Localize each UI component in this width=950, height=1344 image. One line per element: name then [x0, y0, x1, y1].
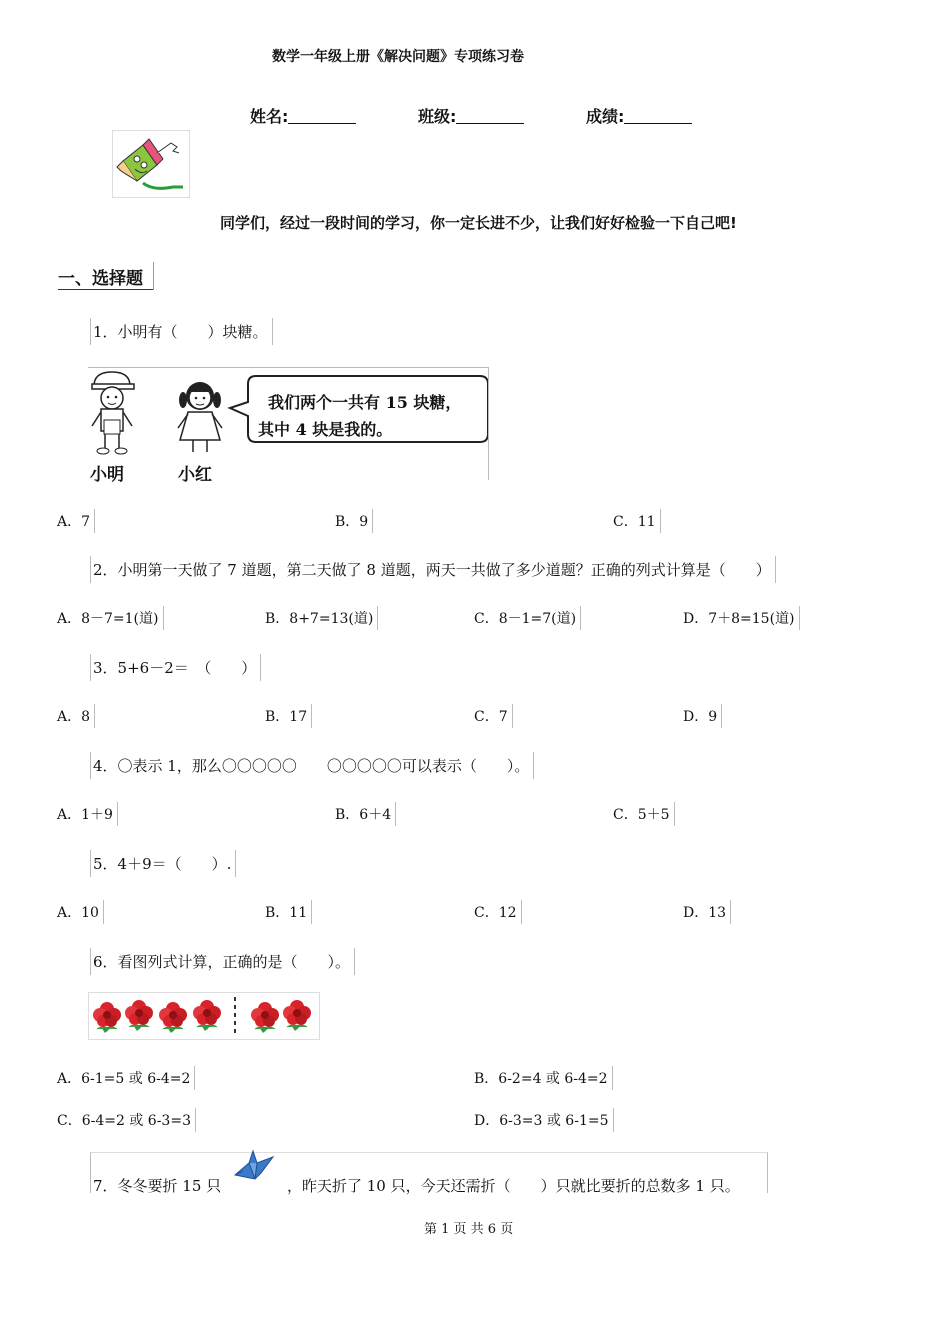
speech-line-1: 我们两个一共有 15 块糖， — [268, 393, 462, 412]
question-7-text-after: ，昨天折了 10 只，今天还需折（ ）只就比要折的总数多 1 只。 — [287, 1177, 740, 1195]
question-6-flowers-image — [88, 992, 320, 1040]
class-field — [418, 104, 524, 127]
name-field — [250, 104, 356, 127]
q4-option-b[interactable]: B．6＋4 — [335, 802, 396, 826]
q5-option-a[interactable]: A．10 — [57, 900, 104, 924]
question-3: 3．5+6－2＝ （ ） — [90, 654, 261, 681]
q4-option-c[interactable]: C．5＋5 — [613, 802, 675, 826]
q2-option-c[interactable]: C．8－1=7(道) — [474, 606, 581, 630]
q5-option-d[interactable]: D．13 — [683, 900, 731, 924]
speech-line-2: 其中 4 块是我的。 — [258, 420, 393, 439]
section-underline — [58, 289, 154, 290]
section-divider — [153, 262, 154, 290]
q5-option-c[interactable]: C．12 — [474, 900, 522, 924]
q6-option-b[interactable]: B．6-2=4 或 6-4=2 — [474, 1066, 613, 1090]
page-footer: 第 1 页 共 6 页 — [424, 1222, 514, 1237]
boy-figure — [92, 372, 134, 454]
pencil-mascot-image — [112, 130, 190, 198]
question-7-text-before: 7．冬冬要折 15 只 — [93, 1177, 222, 1195]
score-field — [586, 104, 692, 127]
class-label: 班级: — [418, 107, 457, 126]
q1-option-a[interactable]: A．7 — [57, 509, 95, 533]
question-6: 6．看图列式计算，正确的是（ ）。 — [90, 948, 355, 975]
question-4: 4．〇表示 1，那么〇〇〇〇〇 〇〇〇〇〇可以表示（ ）。 — [90, 752, 534, 779]
q4-option-a[interactable]: A．1＋9 — [57, 802, 118, 826]
q3-option-b[interactable]: B．17 — [265, 704, 312, 728]
q1-option-b[interactable]: B．9 — [335, 509, 373, 533]
class-blank[interactable] — [456, 107, 524, 124]
q2-option-b[interactable]: B．8+7=13(道) — [265, 606, 378, 630]
q3-option-d[interactable]: D．9 — [683, 704, 722, 728]
section-title: 一、选择题 — [58, 269, 143, 289]
q2-option-d[interactable]: D．7＋8=15(道) — [683, 606, 800, 630]
name-label: 姓名: — [250, 107, 289, 126]
score-label: 成绩: — [586, 107, 625, 126]
q2-option-a[interactable]: A．8－7=1(道) — [57, 606, 164, 630]
name-blank[interactable] — [288, 107, 356, 124]
score-blank[interactable] — [624, 107, 692, 124]
girl-label: 小红 — [178, 465, 212, 485]
page-title: 数学一年级上册《解决问题》专项练习卷 — [272, 49, 524, 65]
q6-option-d[interactable]: D．6-3=3 或 6-1=5 — [474, 1108, 614, 1132]
question-1: 1．小明有（ ）块糖。 — [90, 318, 273, 345]
q3-option-c[interactable]: C．7 — [474, 704, 513, 728]
q6-option-c[interactable]: C．6-4=2 或 6-3=3 — [57, 1108, 196, 1132]
q5-option-b[interactable]: B．11 — [265, 900, 312, 924]
boy-label: 小明 — [90, 465, 124, 485]
question-2: 2．小明第一天做了 7 道题，第二天做了 8 道题，两天一共做了多少道题？正确的列式计算是（ ） — [90, 556, 776, 583]
q1-option-c[interactable]: C．11 — [613, 509, 661, 533]
question-5: 5．4＋9＝（ ）. — [90, 850, 236, 877]
question-1-figure — [88, 367, 489, 485]
q6-option-a[interactable]: A．6-1=5 或 6-4=2 — [57, 1066, 195, 1090]
intro-text: 同学们，经过一段时间的学习，你一定长进不少，让我们好好检验一下自己吧! — [220, 214, 737, 232]
q3-option-a[interactable]: A．8 — [57, 704, 95, 728]
girl-figure — [178, 382, 222, 452]
question-7 — [90, 1152, 768, 1193]
paper-crane-icon — [233, 1149, 275, 1189]
